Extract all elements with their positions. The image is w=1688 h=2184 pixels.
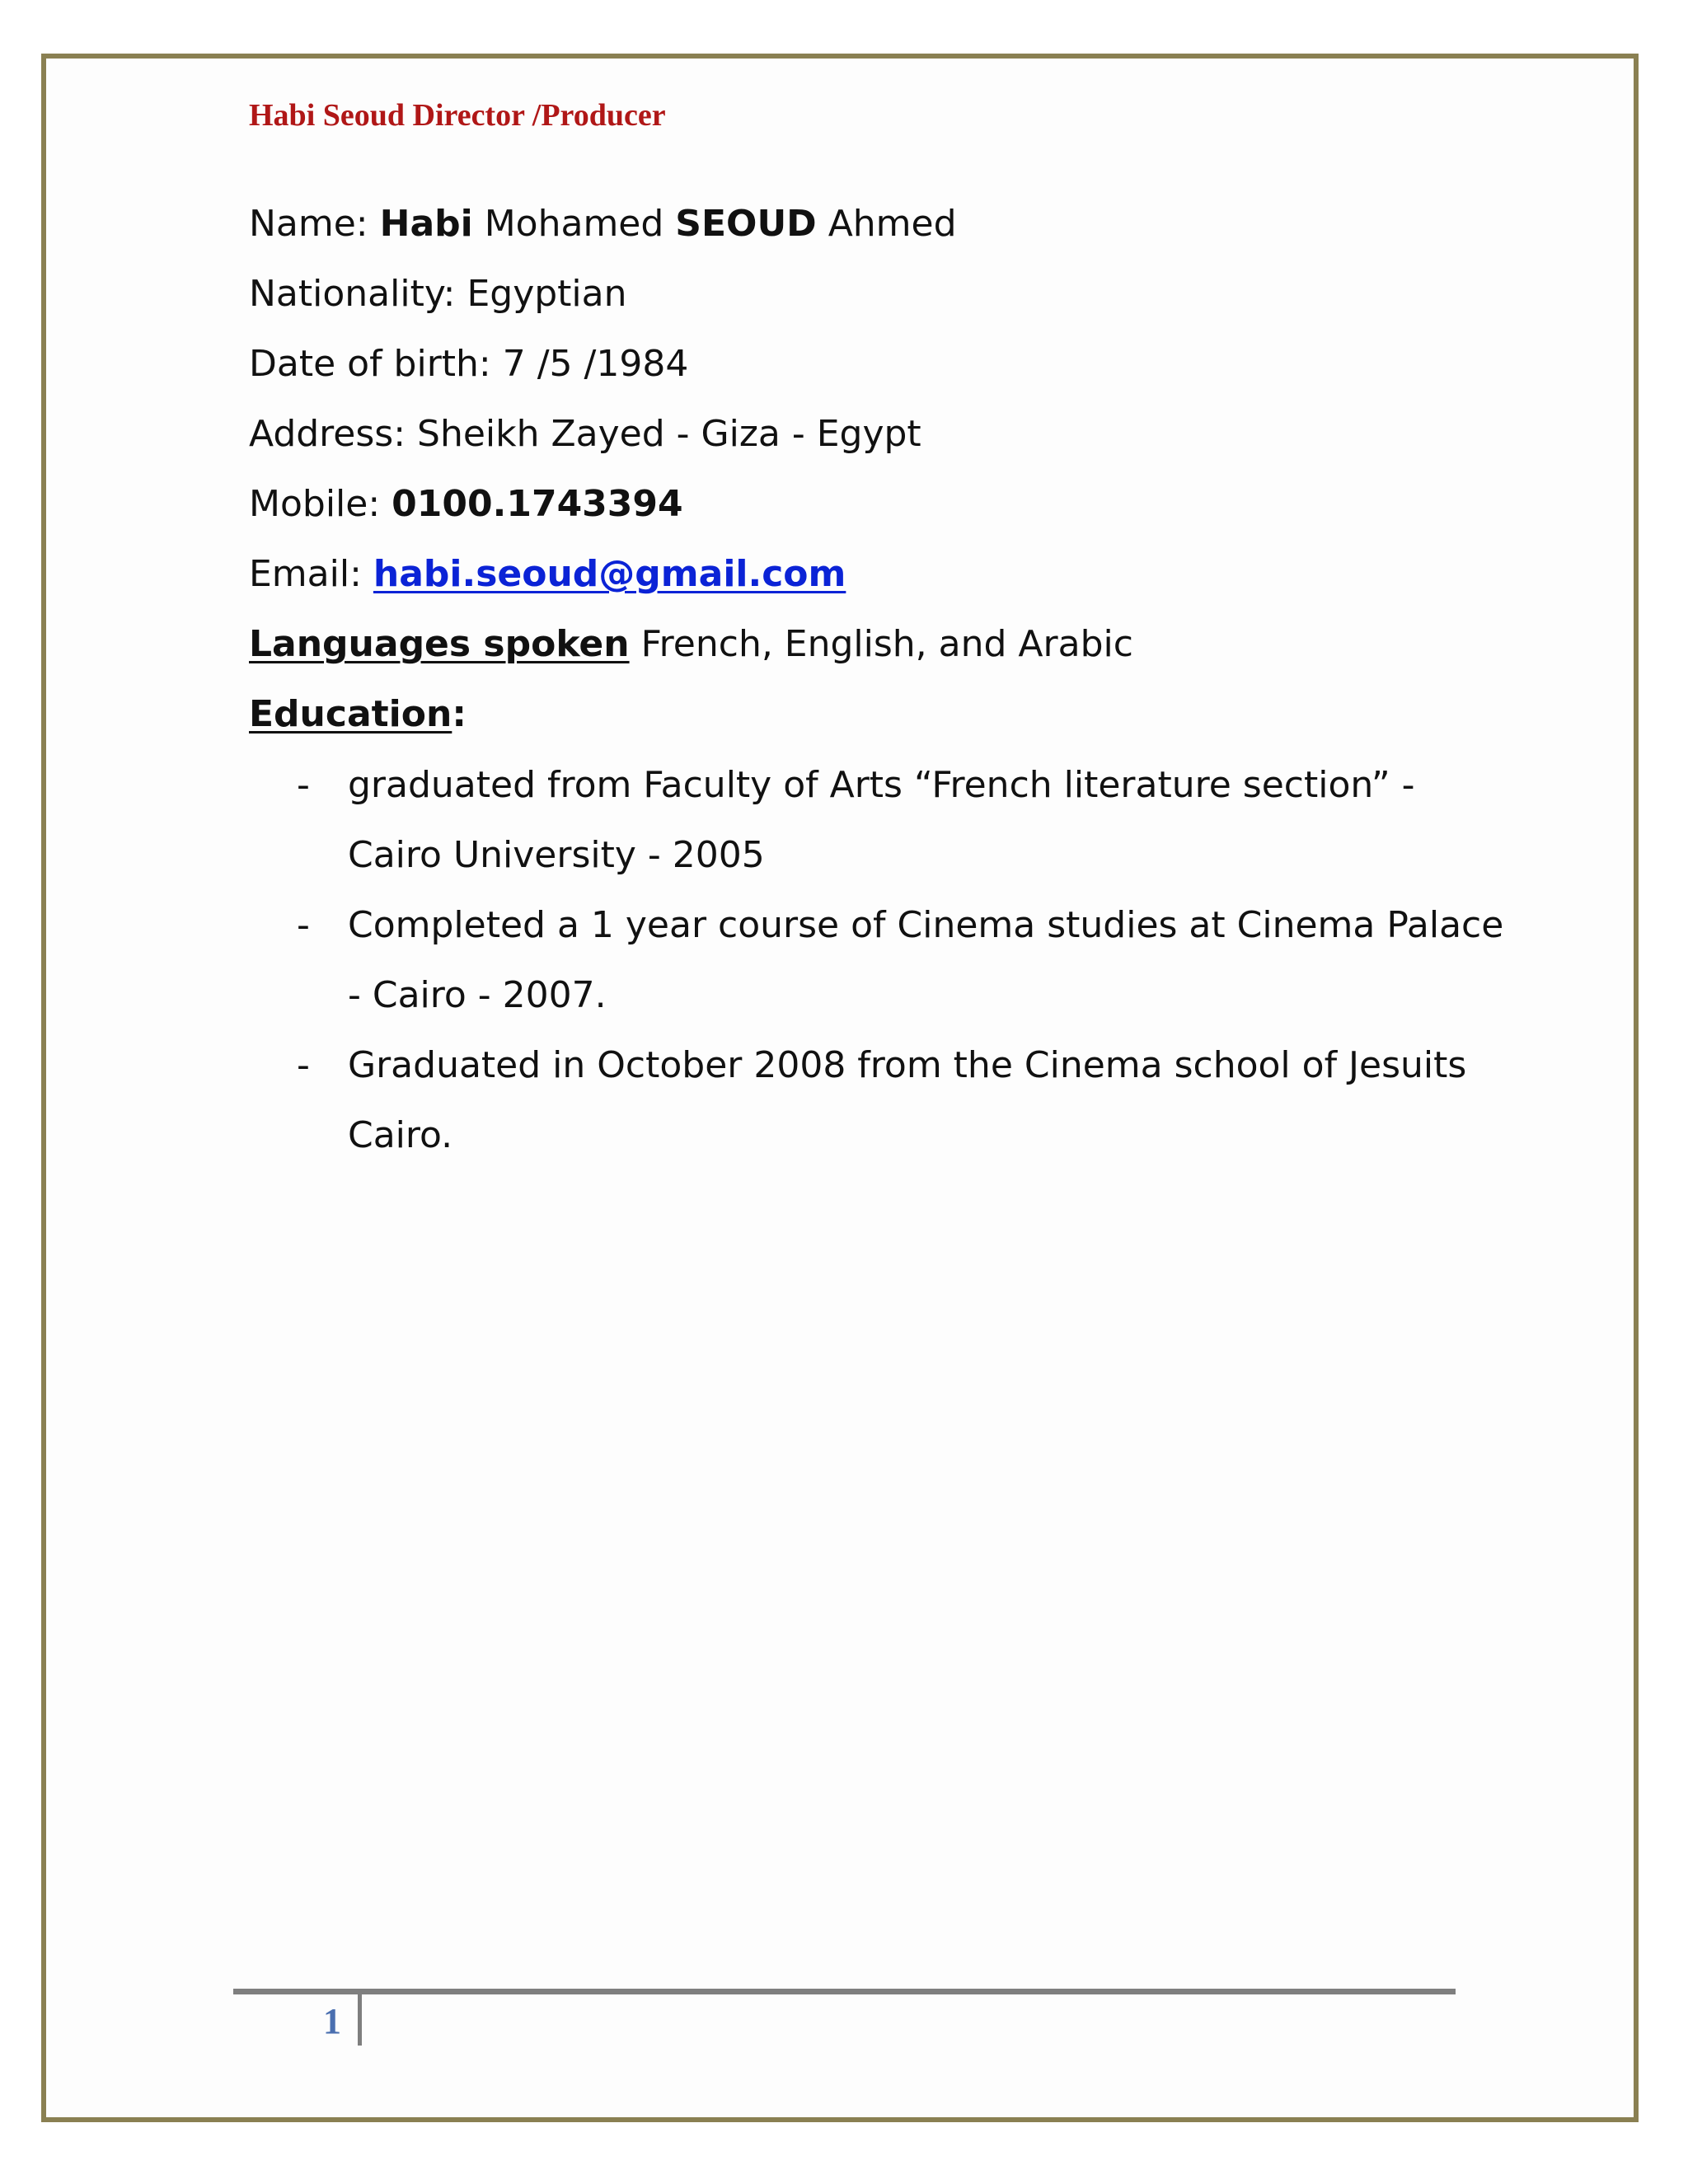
document-header-title: Habi Seoud Director /Producer <box>249 98 666 133</box>
name-label: Name: <box>249 203 380 245</box>
education-item <box>249 1030 1469 1170</box>
languages-value: French, English, and Arabic <box>629 623 1133 665</box>
languages-line <box>249 620 1133 669</box>
name-line <box>249 199 957 249</box>
email-line <box>249 550 846 599</box>
languages-heading: Languages spoken <box>249 623 630 665</box>
mobile-label: Mobile: <box>249 483 392 525</box>
mobile-number: 0100.1743394 <box>392 483 683 525</box>
address-line: Address: Sheikh Zayed - Giza - Egypt <box>249 413 921 455</box>
education-item-line: graduated from Faculty of Arts “French literature section” - <box>348 764 1415 806</box>
education-item-line: Completed a 1 year course of Cinema studies at Cinema Palace <box>348 904 1504 946</box>
page-number-divider <box>358 1994 362 2046</box>
education-item-text <box>348 1030 1688 1170</box>
education-item <box>249 890 1504 1030</box>
education-heading-line <box>249 690 467 739</box>
education-item-line: Cairo. <box>348 1114 453 1156</box>
list-dash: - <box>297 904 310 946</box>
education-heading-colon: : <box>452 693 467 735</box>
email-link[interactable]: habi.seoud@gmail.com <box>373 553 846 595</box>
suffix-name: Ahmed <box>816 203 957 245</box>
list-dash: - <box>297 1044 310 1086</box>
last-name: SEOUD <box>675 203 817 245</box>
education-item-line: Graduated in October 2008 from the Cinema school of Jesuits <box>348 1044 1467 1086</box>
education-item-text <box>348 750 1688 890</box>
middle-name: Mohamed <box>472 203 676 245</box>
list-dash: - <box>297 764 310 806</box>
nationality-line: Nationality: Egyptian <box>249 273 627 315</box>
email-label: Email: <box>249 553 373 595</box>
education-item-line: - Cairo - 2007. <box>348 974 607 1016</box>
page-number: 1 <box>323 2001 341 2041</box>
education-item-text <box>348 890 1688 1030</box>
footer-divider <box>233 1989 1456 1994</box>
education-item-line: Cairo University - 2005 <box>348 834 765 876</box>
first-name: Habi <box>379 203 473 245</box>
education-item <box>249 750 1469 890</box>
mobile-line <box>249 480 683 529</box>
date-of-birth-line: Date of birth: 7 /5 /1984 <box>249 343 689 385</box>
education-heading: Education <box>249 693 452 735</box>
